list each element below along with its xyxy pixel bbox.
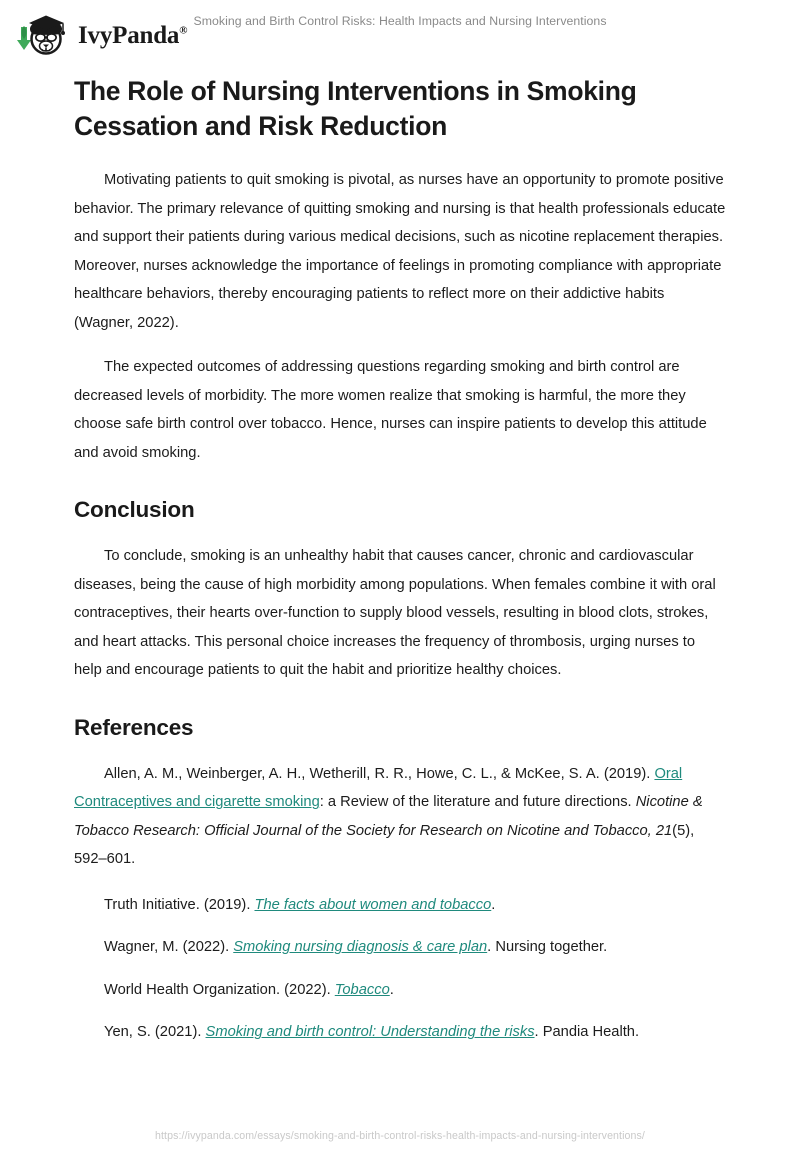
section-heading-conclusion: Conclusion (74, 497, 195, 523)
section-heading-references: References (74, 714, 194, 740)
reference-link[interactable]: Tobacco (334, 981, 390, 998)
brand-name: IvyPanda (78, 21, 180, 49)
reference-subtitle: : a Review of the literature and future directions. (319, 794, 636, 811)
reference-link[interactable]: Oral Contraceptives and cigarette smoking (74, 765, 683, 811)
reference-list (74, 760, 726, 1047)
reference-tail: . Nursing together. (487, 939, 608, 956)
body-paragraph: Motivating patients to quit smoking is pivotal, as nurses have an opportunity to promote positive behavior. The primary relevance of quitting smoking and nursing is that health professionals educate and support their patients during various medical decisions, such as nicotine replacement therapies. Moreover, nurses acknowledge the importance of feelings in promoting compliance with appropriate healthcare behaviors, thereby encouraging patients to reflect more on their addictive habits (Wagner, 2022). (74, 172, 726, 331)
reference-tail: . Pandia Health. (534, 1024, 640, 1041)
reference-link[interactable]: Smoking nursing diagnosis & care plan (233, 939, 488, 956)
reference-tail: . (389, 981, 394, 998)
reference-item (74, 760, 726, 874)
running-header-title: Smoking and Birth Control Risks: Health Impacts and Nursing Interventions (193, 14, 607, 28)
reference-authors: Wagner, M. (2022). (104, 939, 234, 956)
document-content (74, 74, 726, 1061)
reference-authors: World Health Organization. (2022). (104, 981, 335, 998)
reference-authors: Yen, S. (2021). (104, 1024, 206, 1041)
registered-mark: ® (179, 24, 188, 37)
reference-pages: (5), 592–601. (74, 822, 695, 868)
reference-link[interactable]: Smoking and birth control: Understanding the risks (205, 1024, 535, 1041)
page-header (0, 0, 800, 66)
reference-item (74, 1018, 726, 1047)
reference-item (74, 891, 726, 920)
footer-url[interactable]: https://ivypanda.com/essays/smoking-and-birth-control-risks-health-impacts-and-nursing-interventions/ (155, 1130, 645, 1142)
reference-authors: Allen, A. M., Weinberger, A. H., Wetherill, R. R., Howe, C. L., & McKee, S. A. (2019). (104, 765, 655, 782)
page-title: The Role of Nursing Interventions in Smoking Cessation and Risk Reduction (74, 76, 637, 142)
body-paragraph: To conclude, smoking is an unhealthy habit that causes cancer, chronic and cardiovascular diseases, being the cause of high morbidity among populations. When females combine it with oral contraceptives, their hearts over-function to supply blood vessels, resulting in blood clots, strokes, and heart attacks. This personal choice increases the frequency of thrombosis, urging nurses to help and encourage patients to quit the habit and prioritize healthy choices. (74, 548, 716, 679)
reference-item (74, 933, 726, 962)
reference-link[interactable]: The facts about women and tobacco (254, 896, 492, 913)
reference-source: Nicotine & Tobacco Research: Official Journal of the Society for Research on Nicotine and Tobacco, 21 (74, 794, 703, 839)
body-paragraph: The expected outcomes of addressing questions regarding smoking and birth control are decreased levels of morbidity. The more women realize that smoking is harmful, the more they choose safe birth control over tobacco. Hence, nurses can inspire patients to develop this attitude and avoid smoking. (74, 359, 707, 461)
reference-authors: Truth Initiative. (2019). (104, 896, 255, 913)
reference-item (74, 976, 726, 1005)
reference-tail: . (491, 896, 496, 913)
